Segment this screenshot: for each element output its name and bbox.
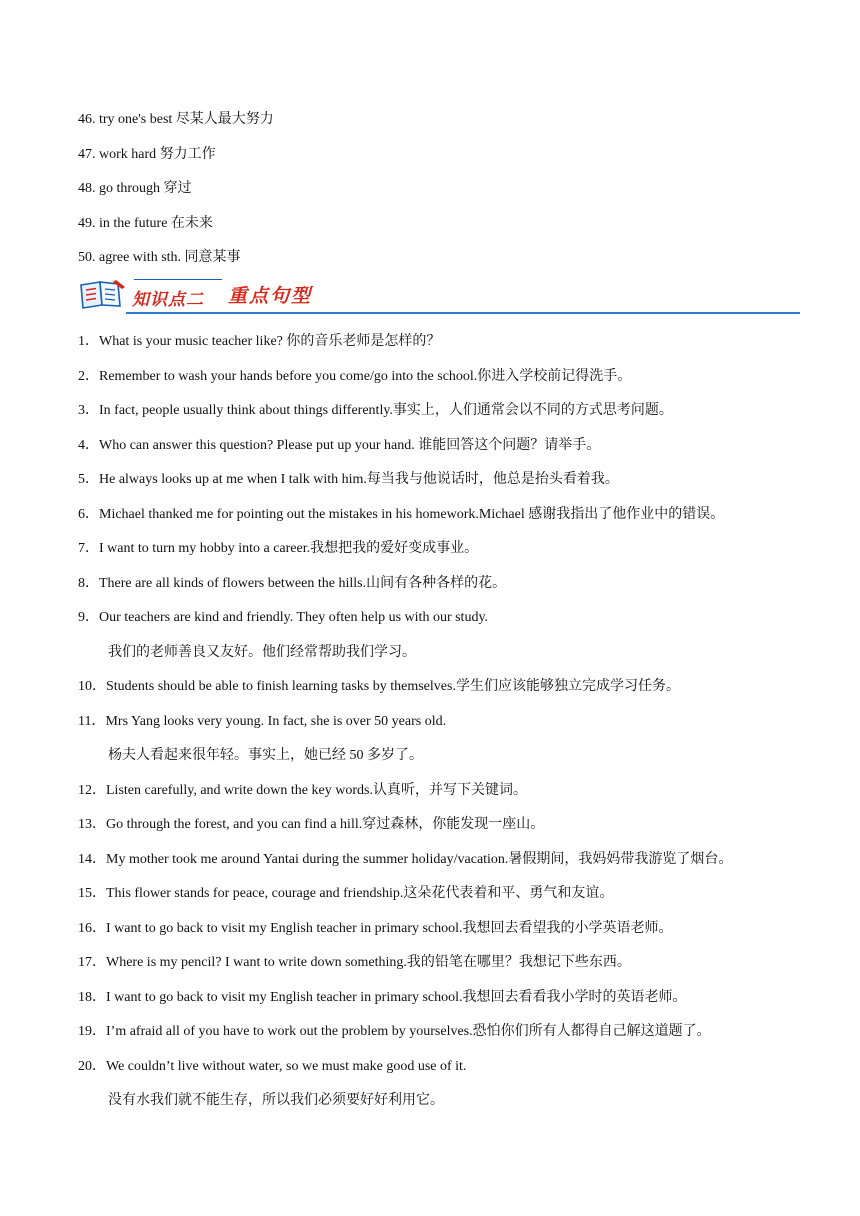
sentence-number: 18． <box>78 990 106 1005</box>
sentence-text: I’m afraid all of you have to work out the problem by yourselves.恐怕你们所有人都得自己解这道题了。 <box>106 1024 711 1039</box>
sentence-number: 5． <box>78 472 99 487</box>
sentence-item <box>78 989 687 1007</box>
sentence-item <box>78 920 673 938</box>
phrase-item: 46. try one's best 尽某人最大努力 <box>78 112 274 127</box>
sentence-text: Where is my pencil? I want to write down something.我的铅笔在哪里？我想记下些东西。 <box>106 955 631 970</box>
sentence-text: Who can answer this question? Please put up your hand. 谁能回答这个问题？请举手。 <box>99 438 601 453</box>
sentence-text: Michael thanked me for pointing out the mistakes in his homework.Michael 感谢我指出了他作业中的错误。 <box>99 507 725 522</box>
sentence-number: 15． <box>78 886 106 901</box>
sentence-number: 16． <box>78 921 106 936</box>
sentence-number: 17． <box>78 955 106 970</box>
sentence-text: I want to turn my hobby into a career.我想把我的爱好变成事业。 <box>99 541 479 556</box>
sentence-text: He always looks up at me when I talk with him.每当我与他说话时，他总是抬头看着我。 <box>99 472 619 487</box>
section-divider <box>126 312 800 314</box>
sentence-item <box>78 851 732 869</box>
sentence-number: 7． <box>78 541 99 556</box>
sentence-item <box>78 954 631 972</box>
sentence-item <box>78 333 440 351</box>
sentence-number: 2． <box>78 369 99 384</box>
sentence-number: 10． <box>78 679 106 694</box>
sentence-item <box>78 1023 711 1041</box>
sentence-translation: 杨夫人看起来很年轻。事实上，她已经 50 多岁了。 <box>108 748 423 763</box>
sentence-item <box>78 368 631 386</box>
sentence-item <box>78 713 446 731</box>
sentence-text: What is your music teacher like? 你的音乐老师是怎样的？ <box>99 334 441 349</box>
sentence-text: We couldn’t live without water, so we must make good use of it. <box>106 1059 467 1074</box>
sentence-item <box>78 437 600 455</box>
sentence-item <box>78 575 506 593</box>
sentence-item <box>78 402 673 420</box>
sentence-text: I want to go back to visit my English teacher in primary school.我想回去看看我小学时的英语老师。 <box>106 990 687 1005</box>
sentence-item <box>78 540 478 558</box>
section-title: 重点句型 <box>228 285 313 307</box>
sentence-translation: 没有水我们就不能生存，所以我们必须要好好利用它。 <box>108 1093 444 1108</box>
sentence-number: 20． <box>78 1059 106 1074</box>
sentence-text: Listen carefully, and write down the key words.认真听，并写下关键词。 <box>106 783 527 798</box>
sentence-number: 4． <box>78 438 99 453</box>
sentence-item <box>78 782 527 800</box>
sentence-number: 3． <box>78 403 99 418</box>
sentence-item <box>78 609 488 627</box>
section-label: 知识点二 <box>132 290 204 310</box>
sentence-number: 14． <box>78 852 106 867</box>
sentence-text: There are all kinds of flowers between the hills.山间有各种各样的花。 <box>99 576 507 591</box>
phrase-item: 48. go through 穿过 <box>78 181 192 196</box>
sentence-translation: 我们的老师善良又友好。他们经常帮助我们学习。 <box>108 645 416 660</box>
sentence-text: Remember to wash your hands before you come/go into the school.你进入学校前记得洗手。 <box>99 369 632 384</box>
sentence-text: Go through the forest, and you can find a hill.穿过森林，你能发现一座山。 <box>106 817 545 832</box>
sentence-item <box>78 1058 466 1076</box>
section-header <box>78 276 800 316</box>
phrase-item: 49. in the future 在未来 <box>78 216 213 231</box>
sentence-number: 11． <box>78 714 106 729</box>
sentence-text: Mrs Yang looks very young. In fact, she is over 50 years old. <box>105 714 447 729</box>
sentence-number: 8． <box>78 576 99 591</box>
sentence-number: 19． <box>78 1024 106 1039</box>
sentence-number: 9． <box>78 610 99 625</box>
sentence-item <box>78 816 544 834</box>
sentence-text: Our teachers are kind and friendly. They often help us with our study. <box>99 610 489 625</box>
sentence-item <box>78 506 724 524</box>
phrase-item: 47. work hard 努力工作 <box>78 147 216 162</box>
sentence-item <box>78 471 619 489</box>
section-overline <box>134 279 222 280</box>
sentence-text: I want to go back to visit my English teacher in primary school.我想回去看望我的小学英语老师。 <box>106 921 673 936</box>
sentence-text: This flower stands for peace, courage and friendship.这朵花代表着和平、勇气和友谊。 <box>106 886 614 901</box>
book-icon <box>78 278 126 310</box>
sentence-number: 1． <box>78 334 99 349</box>
sentence-number: 6． <box>78 507 99 522</box>
sentence-item <box>78 678 680 696</box>
sentence-number: 12． <box>78 783 106 798</box>
sentence-text: Students should be able to finish learning tasks by themselves.学生们应该能够独立完成学习任务。 <box>106 679 680 694</box>
sentence-item <box>78 885 613 903</box>
sentence-number: 13． <box>78 817 106 832</box>
sentence-text: My mother took me around Yantai during the summer holiday/vacation.暑假期间，我妈妈带我游览了烟台。 <box>106 852 733 867</box>
phrase-item: 50. agree with sth. 同意某事 <box>78 250 241 265</box>
sentence-text: In fact, people usually think about things differently.事实上，人们通常会以不同的方式思考问题。 <box>99 403 673 418</box>
